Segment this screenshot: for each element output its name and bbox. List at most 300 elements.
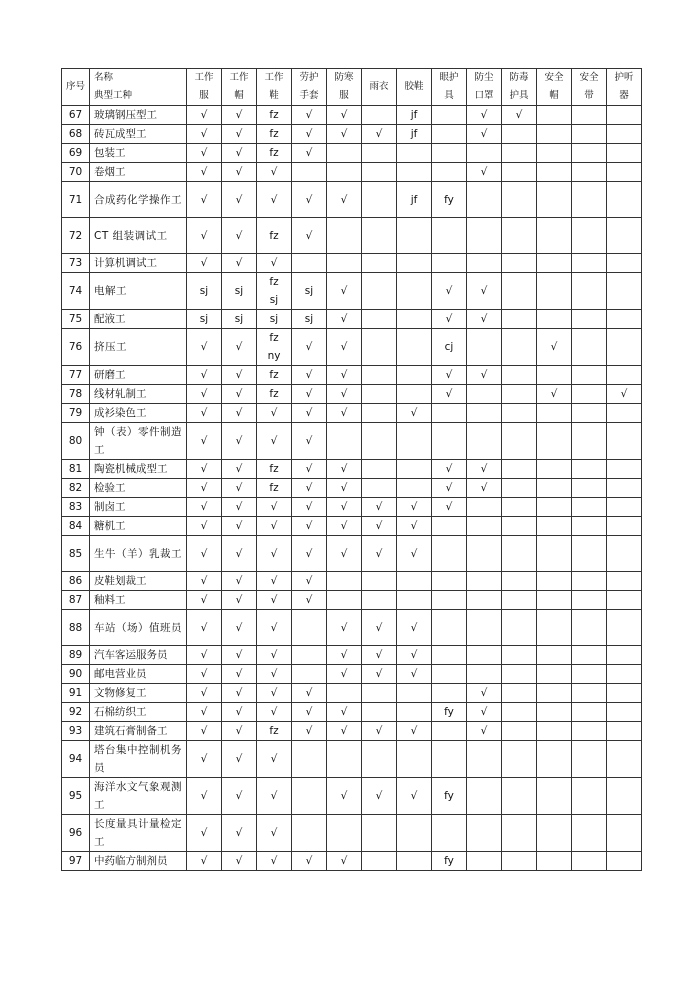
row-mark: √ [467,684,502,703]
row-mark [467,572,502,591]
row-mark: √ [292,329,327,366]
row-mark [397,218,432,254]
table-row [62,404,642,423]
header-col: 劳护手套 [292,69,327,106]
row-mark: √ [187,460,222,479]
row-mark [537,610,572,646]
row-mark: √ [327,125,362,144]
row-mark [292,254,327,273]
row-mark: √ [397,536,432,572]
row-name: 长度量具计量检定工 [90,815,187,852]
row-mark: √ [222,536,257,572]
row-mark [607,366,642,385]
row-mark [432,722,467,741]
row-mark [572,684,607,703]
row-mark [537,273,572,310]
row-mark: √ [537,385,572,404]
row-mark: fy [432,703,467,722]
row-mark [607,273,642,310]
row-mark [572,517,607,536]
row-mark [432,815,467,852]
row-no: 70 [62,163,90,182]
row-mark: √ [327,610,362,646]
row-mark: √ [292,703,327,722]
row-mark [397,815,432,852]
row-mark [327,591,362,610]
row-no: 79 [62,404,90,423]
row-mark [432,254,467,273]
row-mark: √ [432,310,467,329]
row-mark [502,218,537,254]
row-name: CT 组装调试工 [90,218,187,254]
row-mark: √ [187,703,222,722]
table-row [62,517,642,536]
row-mark [397,385,432,404]
row-mark [572,479,607,498]
row-mark [572,144,607,163]
row-mark [607,479,642,498]
table-row [62,665,642,684]
row-mark: √ [292,479,327,498]
row-mark: sj [257,310,292,329]
row-mark: √ [432,498,467,517]
row-name: 配液工 [90,310,187,329]
row-mark [397,366,432,385]
row-mark [467,404,502,423]
row-mark [467,517,502,536]
header-row [62,69,642,106]
row-mark [432,423,467,460]
row-mark [362,479,397,498]
row-mark: √ [222,498,257,517]
row-mark: √ [187,646,222,665]
row-mark [362,182,397,218]
row-mark: √ [292,125,327,144]
header-col: 安全带 [572,69,607,106]
row-mark [397,144,432,163]
row-mark: √ [257,163,292,182]
row-mark [467,741,502,778]
row-mark: fz ny [257,329,292,366]
row-no: 82 [62,479,90,498]
row-mark: √ [432,273,467,310]
row-mark: √ [362,665,397,684]
header-col: 工作帽 [222,69,257,106]
row-mark [362,163,397,182]
row-mark: √ [257,684,292,703]
row-no: 87 [62,591,90,610]
row-name: 计算机调试工 [90,254,187,273]
row-mark [432,591,467,610]
row-no: 72 [62,218,90,254]
row-mark [607,182,642,218]
row-mark [502,517,537,536]
row-mark: √ [362,536,397,572]
row-mark: √ [222,610,257,646]
table-row [62,778,642,815]
row-mark [502,310,537,329]
header-name-sublabel: 典型工种 [94,90,133,101]
header-col: 雨衣 [362,69,397,106]
row-mark [537,536,572,572]
row-mark [502,254,537,273]
row-name: 皮鞋划裁工 [90,572,187,591]
row-mark [397,703,432,722]
row-mark [362,703,397,722]
row-mark [572,385,607,404]
header-col: 护听器 [607,69,642,106]
row-mark [607,646,642,665]
row-name: 成衫染色工 [90,404,187,423]
row-mark [537,778,572,815]
row-mark [467,254,502,273]
row-mark: fz [257,125,292,144]
row-mark [537,106,572,125]
header-col: 眼护具 [432,69,467,106]
row-mark: √ [222,703,257,722]
row-mark [432,741,467,778]
row-mark [607,163,642,182]
row-mark [432,404,467,423]
row-mark [327,572,362,591]
row-mark [572,498,607,517]
row-mark [467,218,502,254]
row-mark: √ [187,610,222,646]
row-mark: √ [222,591,257,610]
row-mark [607,498,642,517]
row-mark [327,144,362,163]
row-mark: √ [257,423,292,460]
row-mark: cj [432,329,467,366]
row-mark: √ [222,479,257,498]
row-mark: √ [187,163,222,182]
row-mark: √ [327,646,362,665]
row-mark: √ [187,404,222,423]
row-mark: √ [397,404,432,423]
row-mark [572,182,607,218]
row-mark [292,815,327,852]
row-mark: √ [467,125,502,144]
row-name: 文物修复工 [90,684,187,703]
row-mark: √ [222,684,257,703]
row-mark [572,572,607,591]
row-mark [397,684,432,703]
row-mark: √ [257,404,292,423]
row-mark: √ [222,517,257,536]
row-mark: √ [187,684,222,703]
row-mark [607,572,642,591]
row-mark: √ [327,404,362,423]
row-mark: √ [187,741,222,778]
row-mark [607,254,642,273]
row-name: 钟（表）零件制造工 [90,423,187,460]
row-name: 砖瓦成型工 [90,125,187,144]
row-mark [502,163,537,182]
row-mark [292,646,327,665]
row-mark [537,517,572,536]
row-mark [502,385,537,404]
row-mark [537,684,572,703]
row-mark [432,144,467,163]
row-mark [292,741,327,778]
row-mark: √ [362,498,397,517]
row-mark [502,815,537,852]
row-mark: √ [362,517,397,536]
row-mark [502,404,537,423]
row-name: 挤压工 [90,329,187,366]
row-mark [607,778,642,815]
row-mark: √ [292,517,327,536]
row-mark [397,741,432,778]
row-mark: √ [467,106,502,125]
row-mark [467,852,502,871]
row-name: 塔台集中控制机务员 [90,741,187,778]
table-row [62,591,642,610]
table-row [62,385,642,404]
row-mark [572,163,607,182]
row-mark [327,815,362,852]
row-mark: √ [362,778,397,815]
row-mark [362,572,397,591]
row-mark: fz [257,106,292,125]
row-mark [397,460,432,479]
row-mark: √ [397,722,432,741]
row-mark: √ [222,163,257,182]
row-mark: √ [257,572,292,591]
table-row [62,182,642,218]
row-mark [607,218,642,254]
row-mark: √ [292,423,327,460]
row-mark [572,536,607,572]
row-mark [292,610,327,646]
row-mark [537,741,572,778]
table-row [62,646,642,665]
row-mark [432,572,467,591]
row-mark [607,106,642,125]
row-mark [537,310,572,329]
row-mark [607,703,642,722]
row-mark [607,423,642,460]
row-mark [607,610,642,646]
row-mark: √ [257,536,292,572]
row-mark [537,852,572,871]
header-col: 胶鞋 [397,69,432,106]
row-mark [502,479,537,498]
row-mark [572,125,607,144]
table-row [62,610,642,646]
row-mark: √ [222,460,257,479]
row-mark [397,572,432,591]
header-col: 安全帽 [537,69,572,106]
row-name: 中药临方制剂员 [90,852,187,871]
row-mark: √ [257,182,292,218]
row-mark: √ [292,684,327,703]
row-mark: √ [222,665,257,684]
row-mark [502,329,537,366]
row-name: 邮电营业员 [90,665,187,684]
row-mark [537,646,572,665]
row-mark: fz [257,722,292,741]
row-mark: √ [187,479,222,498]
row-mark [362,329,397,366]
row-mark [292,665,327,684]
row-name: 合成药化学操作工 [90,182,187,218]
row-mark: √ [187,366,222,385]
row-mark: √ [222,741,257,778]
row-mark [572,646,607,665]
row-name: 陶瓷机械成型工 [90,460,187,479]
row-mark [537,460,572,479]
row-mark [397,423,432,460]
row-mark [362,254,397,273]
row-mark: √ [397,778,432,815]
row-mark [362,852,397,871]
row-mark [607,665,642,684]
row-mark: √ [222,572,257,591]
row-mark [397,479,432,498]
row-mark [362,684,397,703]
row-mark: √ [222,366,257,385]
row-mark [467,498,502,517]
table-row [62,741,642,778]
row-mark [572,254,607,273]
row-mark: √ [187,254,222,273]
row-mark: √ [187,572,222,591]
row-mark: √ [467,310,502,329]
row-mark: √ [327,310,362,329]
row-mark: √ [292,536,327,572]
row-mark [467,591,502,610]
row-mark: √ [292,852,327,871]
row-mark [607,536,642,572]
row-mark: √ [257,498,292,517]
row-mark: √ [187,385,222,404]
row-mark [397,591,432,610]
row-mark [537,254,572,273]
row-mark [537,125,572,144]
row-mark: fz [257,144,292,163]
row-mark: √ [397,610,432,646]
row-mark: √ [292,498,327,517]
row-mark: √ [327,479,362,498]
row-mark [537,404,572,423]
row-mark [502,366,537,385]
row-mark [572,273,607,310]
row-mark: √ [257,703,292,722]
row-mark [397,852,432,871]
row-mark [537,163,572,182]
row-mark [292,163,327,182]
row-mark [607,852,642,871]
row-mark: √ [292,722,327,741]
row-mark: √ [432,366,467,385]
row-mark: √ [327,366,362,385]
row-mark: √ [222,404,257,423]
row-no: 88 [62,610,90,646]
row-mark: sj [222,310,257,329]
row-mark: √ [187,182,222,218]
table-header [62,69,642,106]
ppe-table [61,68,642,871]
row-mark [327,254,362,273]
row-mark: √ [327,329,362,366]
row-mark: √ [187,778,222,815]
row-mark [502,144,537,163]
row-no: 97 [62,852,90,871]
row-mark [537,218,572,254]
row-mark: √ [362,610,397,646]
row-mark [327,741,362,778]
table-row [62,722,642,741]
row-mark: √ [257,254,292,273]
row-name: 制卤工 [90,498,187,517]
row-mark: √ [432,385,467,404]
row-no: 77 [62,366,90,385]
row-mark [502,852,537,871]
row-no: 68 [62,125,90,144]
table-row [62,106,642,125]
row-mark [537,703,572,722]
row-mark: √ [257,591,292,610]
row-mark [572,852,607,871]
row-mark: √ [187,665,222,684]
row-mark [502,646,537,665]
row-name: 车站（场）值班员 [90,610,187,646]
row-mark: fz sj [257,273,292,310]
table-row [62,310,642,329]
row-mark [572,778,607,815]
row-no: 90 [62,665,90,684]
row-name: 釉料工 [90,591,187,610]
row-no: 78 [62,385,90,404]
row-mark: √ [292,591,327,610]
row-mark [502,665,537,684]
row-mark [537,479,572,498]
row-mark [362,404,397,423]
row-name: 线材轧制工 [90,385,187,404]
row-mark: sj [292,310,327,329]
row-mark: √ [327,536,362,572]
row-mark: sj [187,273,222,310]
row-mark: fz [257,366,292,385]
row-mark [607,591,642,610]
row-mark: √ [327,665,362,684]
row-mark: √ [327,460,362,479]
row-mark [572,423,607,460]
row-no: 76 [62,329,90,366]
row-no: 71 [62,182,90,218]
row-mark [362,741,397,778]
row-mark [362,815,397,852]
table-row [62,536,642,572]
row-mark [467,536,502,572]
row-mark [607,815,642,852]
row-mark [467,385,502,404]
row-mark: √ [187,536,222,572]
row-no: 80 [62,423,90,460]
row-mark [432,536,467,572]
row-name: 建筑石膏制备工 [90,722,187,741]
row-mark: √ [222,852,257,871]
row-no: 94 [62,741,90,778]
table-row [62,163,642,182]
row-mark: √ [222,144,257,163]
row-mark [467,423,502,460]
row-mark [607,125,642,144]
row-mark: √ [222,385,257,404]
row-mark: √ [222,423,257,460]
row-mark [537,722,572,741]
